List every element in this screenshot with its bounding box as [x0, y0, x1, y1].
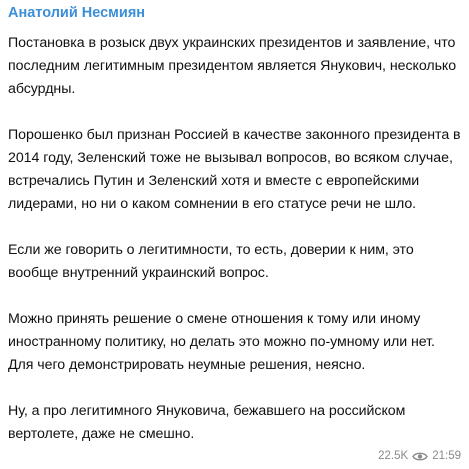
message-paragraph-5: Ну, а про легитимного Януковича, бежавшего на российском вертолете, даже не смешно.	[8, 403, 406, 442]
message-paragraph-3: Если же говорить о легитимности, то есть, доверии к ним, это вообще внутренний украинский вопрос.	[8, 242, 414, 281]
channel-author-name[interactable]: Анатолий Несмиян	[8, 5, 146, 21]
eye-icon	[412, 451, 428, 462]
message-paragraph-1: Постановка в розыск двух украинских президентов и заявление, что последним легитимным президентом является Янукович, несколько абсурдны.	[8, 35, 457, 97]
message-meta	[378, 450, 461, 462]
message-paragraph-4: Можно принять решение о смене отношения к тому или иному иностранному политику, но делать это можно по-умному или нет. Для чего демонстрировать неумные решения, неясно.	[8, 311, 435, 373]
message-paragraph-2: Порошенко был признан Россией в качестве законного президента в 2014 году, Зеленский тоже не вызывал вопросов, во всяком случае, встречались Путин и Зеленский хотя и вместе с европейскими лидерами, но ни о каком сомнении в его статусе речи не шло.	[8, 127, 461, 212]
views-count: 22.5K	[378, 450, 409, 462]
message-time: 21:59	[432, 450, 461, 462]
